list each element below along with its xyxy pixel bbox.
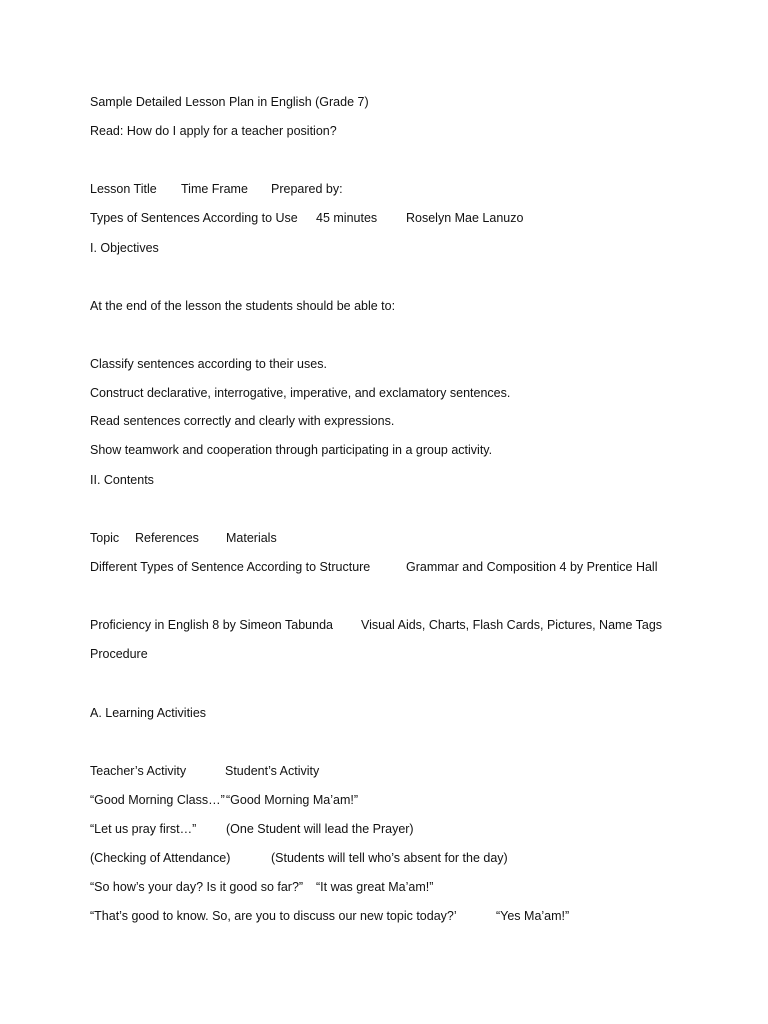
- contents-heading: II. Contents: [90, 473, 154, 487]
- objective-item: Classify sentences according to their uses.: [90, 357, 327, 371]
- header-prepared-by-label: Prepared by:: [271, 182, 343, 196]
- student-activity: “Yes Ma’am!”: [496, 909, 570, 923]
- student-activity: “It was great Ma’am!”: [316, 880, 434, 894]
- time-frame-value: 45 minutes: [316, 211, 378, 225]
- teacher-activity-label: Teacher’s Activity: [90, 764, 187, 778]
- objective-item: Construct declarative, interrogative, imperative, and exclamatory sentences.: [90, 386, 511, 400]
- student-activity: (One Student will lead the Prayer): [226, 822, 414, 836]
- contents-materials-label: Materials: [226, 531, 277, 545]
- student-activity-label: Student’s Activity: [225, 764, 320, 778]
- header-time-frame-label: Time Frame: [181, 182, 248, 196]
- teacher-activity: “Good Morning Class…”: [90, 793, 225, 807]
- teacher-activity: (Checking of Attendance): [90, 851, 231, 865]
- objectives-intro: At the end of the lesson the students should be able to:: [90, 299, 396, 313]
- teacher-activity: “That’s good to know. So, are you to discuss our new topic today?’: [90, 909, 457, 923]
- contents-references-label: References: [135, 531, 199, 545]
- objective-item: Read sentences correctly and clearly with expressions.: [90, 414, 395, 428]
- prepared-by-value: Roselyn Mae Lanuzo: [406, 211, 524, 225]
- learning-activities-heading: A. Learning Activities: [90, 706, 207, 720]
- teacher-activity: “Let us pray first…”: [90, 822, 197, 836]
- reference-1-value: Grammar and Composition 4 by Prentice Hall: [406, 560, 658, 574]
- teacher-activity: “So how’s your day? Is it good so far?”: [90, 880, 304, 894]
- reference-2-value: Proficiency in English 8 by Simeon Tabunda: [90, 618, 333, 632]
- document-title: Sample Detailed Lesson Plan in English (Grade 7): [90, 95, 369, 109]
- student-activity: “Good Morning Ma’am!”: [226, 793, 358, 807]
- objectives-heading: I. Objectives: [90, 241, 159, 255]
- header-lesson-title-label: Lesson Title: [90, 182, 157, 196]
- student-activity: (Students will tell who’s absent for the day): [271, 851, 508, 865]
- contents-topic-label: Topic: [90, 531, 120, 545]
- procedure-heading: Procedure: [90, 647, 148, 661]
- materials-value: Visual Aids, Charts, Flash Cards, Pictures, Name Tags: [361, 618, 663, 632]
- objective-item: Show teamwork and cooperation through participating in a group activity.: [90, 443, 493, 457]
- lesson-title-value: Types of Sentences According to Use: [90, 211, 298, 225]
- read-prompt: Read: How do I apply for a teacher position?: [90, 124, 337, 138]
- topic-value: Different Types of Sentence According to Structure: [90, 560, 371, 574]
